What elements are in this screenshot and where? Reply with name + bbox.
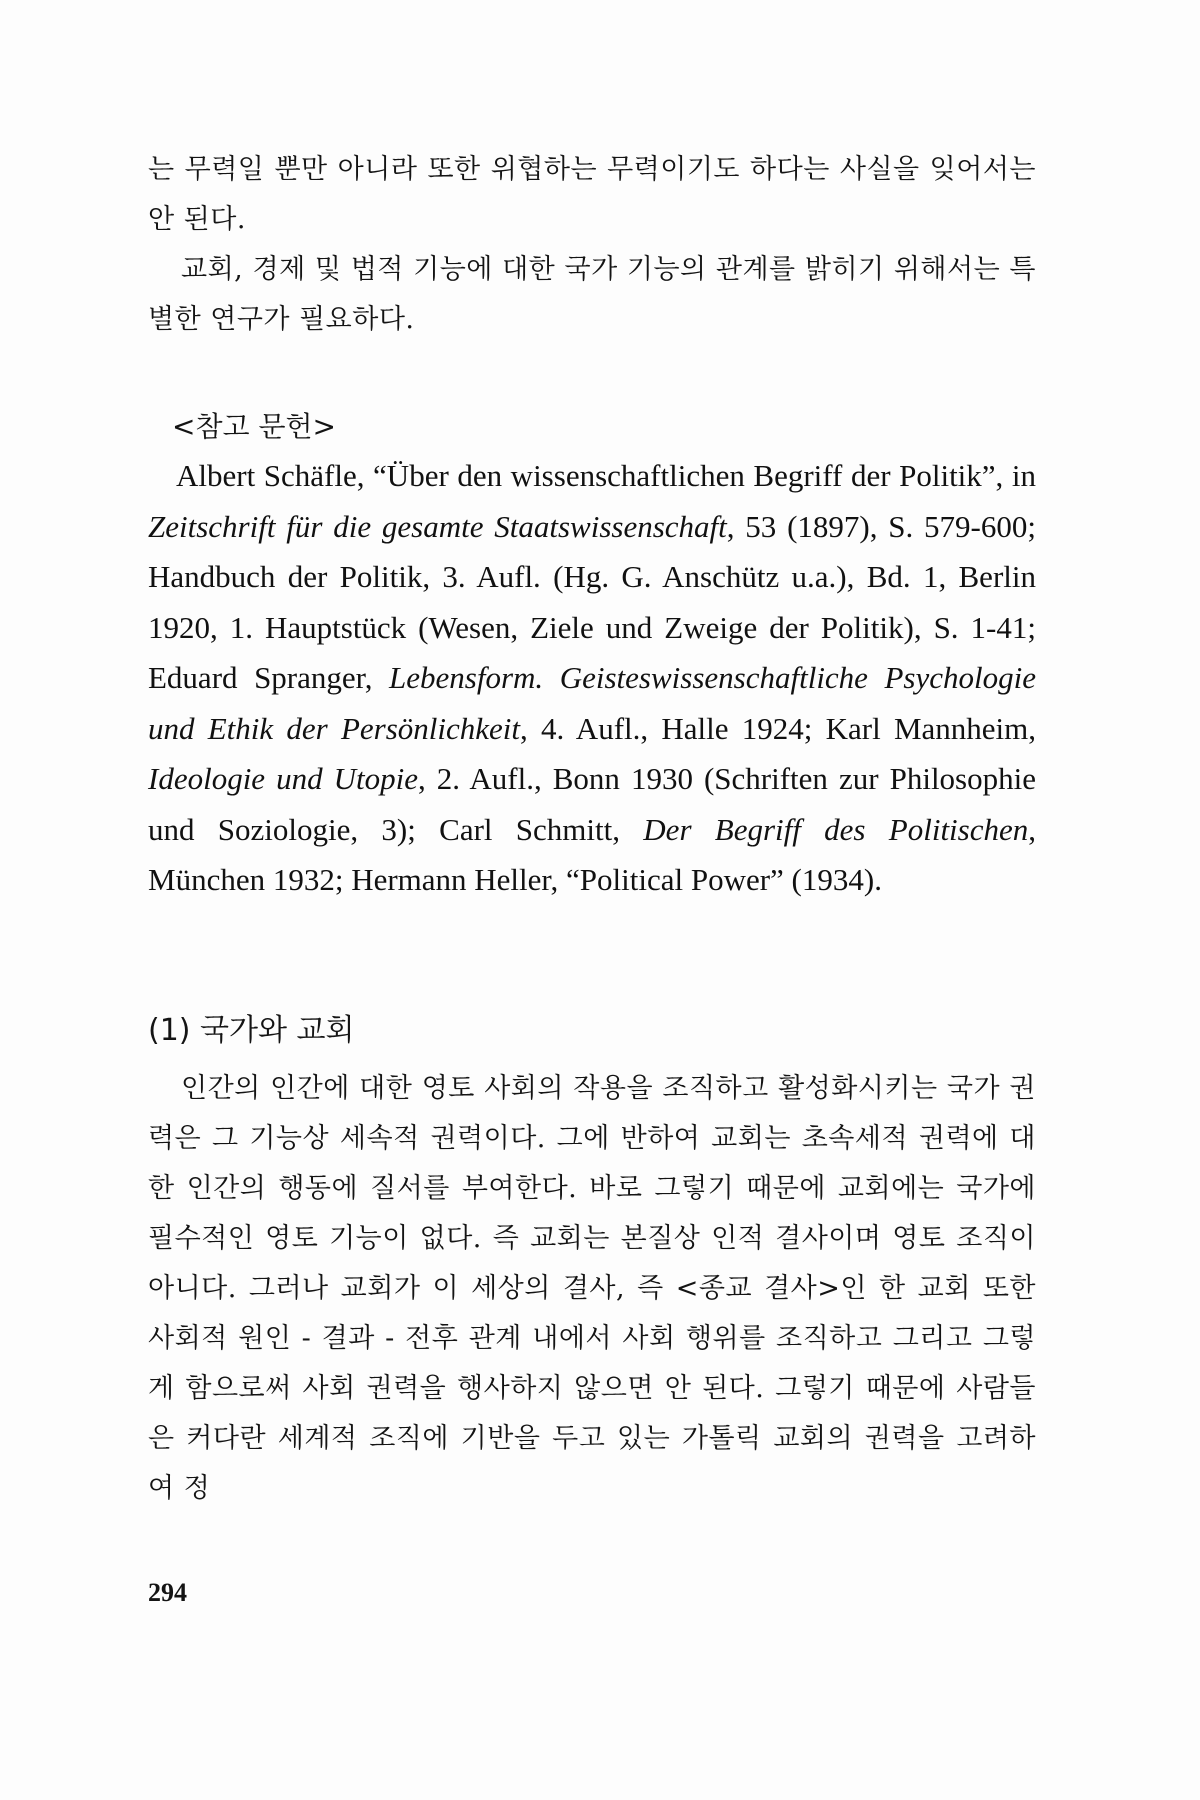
reference-book-title: Der Begriff des Politischen bbox=[643, 811, 1029, 847]
reference-journal-title: Zeitschrift für die gesamte Staatswissenschaft bbox=[148, 508, 727, 544]
body-paragraph: 교회, 경제 및 법적 기능에 대한 국가 기능의 관계를 밝히기 위해서는 특별한 연구가 필요하다. bbox=[148, 254, 1036, 335]
body-paragraph: 인간의 인간에 대한 영토 사회의 작용을 조직하고 활성화시키는 국가 권력은 그 기능상 세속적 권력이다. 그에 반하여 교회는 초속세적 권력에 대한 인간의 행동에 질서를 부여한다. 바로 그렇기 때문에 교회에는 국가에 필수적인 영토 기능이 없다. 즉 교회는 본질상 인적 결사이며 영토 조직이 아니다. 그러나 교회가 이 세상의 결사, 즉 <종교 결사>인 한 교회 또한 사회적 원인 - 결과 - 전후 관계 내에서 사회 행위를 조직하고 그리고 그렇게 함으로써 사회 권력을 행사하지 않으면 안 된다. 그렇기 때문에 사람들은 커다란 세계적 조직에 기반을 두고 있는 가톨릭 교회의 권력을 고려하여 정 bbox=[148, 1073, 1036, 1504]
reference-text: Albert Schäfle, “Über den wissenschaftlichen Begriff der Politik”, in bbox=[176, 458, 1036, 493]
reference-text: , 4. Aufl., Halle 1924; Karl Mannheim, bbox=[520, 710, 1036, 746]
continuation-paragraph: 는 무력일 뿐만 아니라 또한 위협하는 무력이기도 하다는 사실을 잊어서는 안 된다. bbox=[148, 154, 1036, 235]
reference-book-title: Ideologie und Utopie bbox=[148, 761, 419, 796]
reference-text: , München 1932; Hermann Heller, “Political Power” (1934). bbox=[148, 811, 1037, 897]
references-list bbox=[148, 451, 1036, 906]
body-text-bottom bbox=[148, 1064, 1036, 1514]
section-heading: (1) 국가와 교회 bbox=[148, 1013, 355, 1048]
page-number: 294 bbox=[148, 1578, 187, 1607]
body-text-top bbox=[148, 145, 1036, 345]
references-heading: <참고 문헌> bbox=[172, 410, 337, 443]
reference-book-title: Lebensform. Geisteswissenschaftliche Psychologie und Ethik der Persönlichkeit bbox=[148, 660, 1036, 746]
reference-text: , 2. Aufl., Bonn 1930 (Schriften zur Philosophie und Soziologie, 3); Carl Schmitt, bbox=[148, 761, 1036, 847]
reference-text: , 53 (1897), S. 579-600; Handbuch der Politik, 3. Aufl. (Hg. G. Anschütz u.a.), Bd. 1, Berlin 1920, 1. Hauptstück (Wesen, Ziele und Zweige der Politik), S. 1-41; Eduard Spranger, bbox=[148, 508, 1036, 695]
